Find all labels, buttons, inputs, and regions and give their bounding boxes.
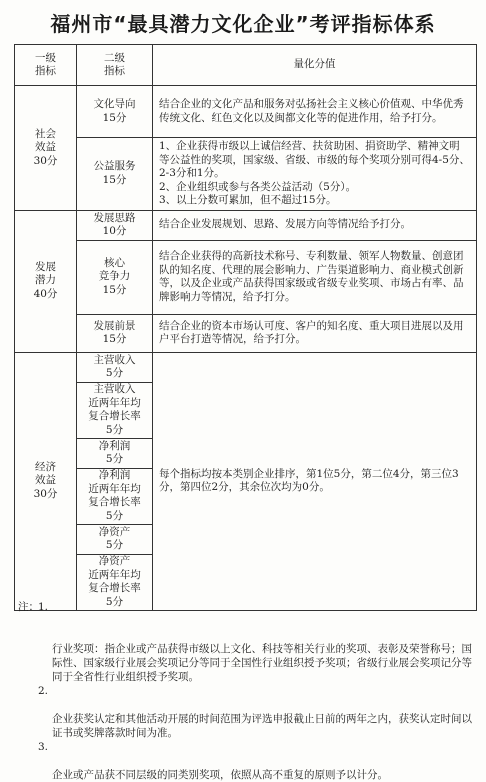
score-prospect: 结合企业的资本市场认可度、客户的知名度、重大项目进展以及用户平台打造等情况，给予打分。 — [153, 314, 477, 352]
indicator-core: 核心 竞争力 15分 — [77, 240, 153, 314]
table-row — [15, 240, 477, 314]
indicator-profit-growth: 净利润 近两年年均 复合增长率 5分 — [77, 468, 153, 524]
note-text: 企业或产品获不同层级的同类别奖项，依照从高不重复的原则予以计分。 — [52, 769, 388, 781]
note-number: 2. — [38, 685, 49, 697]
note-item — [18, 740, 478, 782]
score-welfare: 1、企业获得市级以上诚信经营、扶贫助困、捐资助学、精神文明等公益性的奖项，国家级、省级、市级的每个奖项分别可得4-5分、2-3分和1分。 2、企业组织或参与各类公益活动（5分）。 3、以上分数可累加，但不超过15分。 — [153, 138, 477, 211]
score-economic: 每个指标均按本类别企业排序，第1位5分，第二位4分，第三位3分，第四位2分，其余位次均为0分。 — [153, 352, 477, 610]
note-text: 行业奖项：指企业或产品获得市级以上文化、科技等相关行业的奖项、表彰及荣誉称号；国际性、国家级行业展会奖项记分等同于全国性行业组织授予奖项；省级行业展会奖项记分等同于全省性行业组织授予奖项。 — [52, 643, 472, 683]
notes — [18, 600, 478, 782]
note-number: 1. — [38, 601, 49, 613]
score-idea: 结合企业发展规划、思路、发展方向等情况给予打分。 — [153, 210, 477, 240]
indicator-culture: 文化导向 15分 — [77, 86, 153, 138]
note-item — [18, 684, 478, 740]
score-core: 结合企业获得的高新技术称号、专利数量、领军人物数量、创意团队的知名度、代理的展会影响力、广告渠道影响力、商业模式创新等，以及企业或产品获得国家级或省级专业奖项、市场占有率、品牌影响力等情况，给予打分。 — [153, 240, 477, 314]
table-header-row — [15, 45, 477, 86]
page-title: 福州市“最具潜力文化企业”考评指标体系 — [50, 12, 436, 36]
group-economic: 经济 效益 30分 — [15, 352, 77, 610]
indicator-table — [14, 44, 477, 611]
header-score: 量化分值 — [153, 45, 477, 86]
table-row — [15, 314, 477, 352]
group-growth: 发展 潜力 40分 — [15, 210, 77, 352]
note-text: 企业获奖认定和其他活动开展的时间范围为评选申报截止日前的两年之内，获奖认定时间以证书或奖牌落款时间为准。 — [52, 713, 472, 739]
indicator-prospect: 发展前景 15分 — [77, 314, 153, 352]
table-row — [15, 86, 477, 138]
note-number: 3. — [38, 741, 49, 753]
indicator-profit: 净利润 5分 — [77, 438, 153, 468]
indicator-idea: 发展思路 10分 — [77, 210, 153, 240]
header-level1: 一级 指标 — [15, 45, 77, 86]
table-row — [15, 210, 477, 240]
indicator-net-assets-growth: 净资产 近两年年均 复合增长率 5分 — [77, 554, 153, 610]
score-culture: 结合企业的文化产品和服务对弘扬社会主义核心价值观、中华优秀传统文化、红色文化以及闽都文化等的促进作用，给予打分。 — [153, 86, 477, 138]
indicator-revenue: 主营收入 5分 — [77, 352, 153, 382]
note-item — [18, 600, 478, 684]
header-level2: 二级 指标 — [77, 45, 153, 86]
indicator-revenue-growth: 主营收入 近两年年均 复合增长率 5分 — [77, 382, 153, 438]
group-social: 社会 效益 30分 — [15, 86, 77, 211]
indicator-net-assets: 净资产 5分 — [77, 524, 153, 554]
notes-prefix: 注： — [18, 601, 39, 613]
table-row — [15, 352, 477, 382]
indicator-welfare: 公益服务 15分 — [77, 138, 153, 211]
table-row — [15, 138, 477, 211]
